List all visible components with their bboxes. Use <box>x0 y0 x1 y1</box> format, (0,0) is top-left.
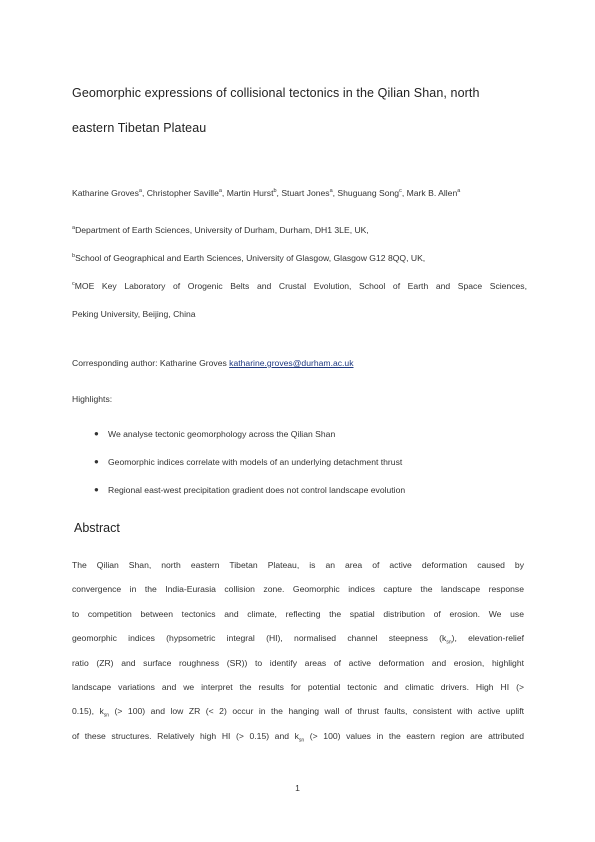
affiliation-mark: b <box>72 253 76 260</box>
affiliation-c <box>72 272 527 328</box>
list-item <box>94 476 524 504</box>
corresponding-email-link[interactable]: katharine.groves@durham.ac.uk <box>229 358 354 368</box>
author-affiliation-mark: a <box>329 188 333 195</box>
affiliation-text-continued: Peking University, Beijing, China <box>72 309 196 319</box>
abstract-text: (> 100) and low ZR (< 2) occur in the hanging wall of thrust faults, consistent with active uplift <box>109 706 524 717</box>
abstract-line: The Qilian Shan, north eastern Tibetan Plateau, is an area of active deformation caused by <box>72 560 524 570</box>
abstract-text: (> 100) values in the eastern region are attributed <box>304 730 524 741</box>
abstract-heading: Abstract <box>74 521 120 535</box>
subscript: sn <box>103 713 110 720</box>
subscript: sn <box>446 639 452 646</box>
abstract-text: 0.15), k <box>72 706 104 717</box>
list-item <box>94 420 524 448</box>
highlight-text: We analyse tectonic geomorphology across the Qilian Shan <box>108 429 336 439</box>
author-name: Christopher Saville <box>146 188 219 198</box>
abstract-text: geomorphic indices (hypsometric integral (HI), normalised channel steepness (k <box>72 633 447 644</box>
abstract-text: of these structures. Relatively high HI (> 0.15) and k <box>72 730 299 741</box>
paper-title-line-2: eastern Tibetan Plateau <box>72 121 207 135</box>
bullet-icon: ● <box>94 485 99 494</box>
abstract-line: landscape variations and we interpret the results for potential tectonic and climatic drivers. High HI (> <box>72 681 524 692</box>
abstract-line <box>72 699 524 723</box>
author-affiliation-mark: a <box>457 188 461 195</box>
highlight-text: Geomorphic indices correlate with models of an underlying detachment thrust <box>108 457 403 467</box>
subscript: sn <box>298 737 305 744</box>
author-affiliation-mark: b <box>273 188 277 195</box>
affiliation-mark: a <box>72 225 76 232</box>
author-affiliation-mark: a <box>138 188 142 195</box>
author-list: Katharine Groves$^a$, Christopher Saville$^a$, Martin Hurst$^b$, Stuart Jones$^a$, Shuguang Song$^c$, Mark B. Allen$^a$ <box>72 188 461 198</box>
abstract-line: to competition between tectonics and climate, reflecting the spatial distribution of erosion. We use <box>72 608 524 619</box>
affiliation-text: Department of Earth Sciences, University of Durham, Durham, DH1 3LE, UK, <box>75 225 369 235</box>
affiliation-text: MOE Key Laboratory of Orogenic Belts and Crustal Evolution, School of Earth and Space Sciences, <box>74 281 527 291</box>
author-name: Katharine Groves <box>72 188 139 198</box>
paper-title-line-1: Geomorphic expressions of collisional tectonics in the Qilian Shan, north <box>72 86 480 100</box>
highlight-text: Regional east-west precipitation gradient does not control landscape evolution <box>108 485 406 495</box>
author-name: Stuart Jones <box>281 188 330 198</box>
bullet-icon: ● <box>94 457 99 466</box>
author-name: Shuguang Song <box>337 188 400 198</box>
highlights-heading: Highlights: <box>72 394 113 404</box>
author-name: Mark B. Allen <box>406 188 458 198</box>
abstract-line: ratio (ZR) and surface roughness (SR)) to identify areas of active deformation and erosion, highlight <box>72 657 524 668</box>
corresponding-author <box>72 358 354 368</box>
list-item <box>94 448 524 476</box>
affiliation-text: School of Geographical and Earth Sciences, University of Glasgow, Glasgow G12 8QQ, UK, <box>75 253 426 263</box>
author-affiliation-mark: a <box>218 188 222 195</box>
highlights-list <box>94 420 524 504</box>
abstract-line: convergence in the India-Eurasia collision zone. Geomorphic indices capture the landscape response <box>72 584 524 595</box>
author-name: Martin Hurst <box>226 188 274 198</box>
affiliation-mark: c <box>72 281 75 288</box>
page-number: 1 <box>295 783 300 793</box>
abstract-line <box>72 724 524 748</box>
affiliation-a <box>72 216 527 244</box>
corresponding-author-label: Corresponding author: Katharine Groves <box>72 358 227 368</box>
abstract-line <box>72 626 524 650</box>
abstract-body <box>72 553 524 748</box>
affiliation-b <box>72 244 527 272</box>
bullet-icon: ● <box>94 429 99 438</box>
abstract-text: ), elevation-relief <box>451 633 524 644</box>
author-affiliation-mark: c <box>399 188 402 195</box>
